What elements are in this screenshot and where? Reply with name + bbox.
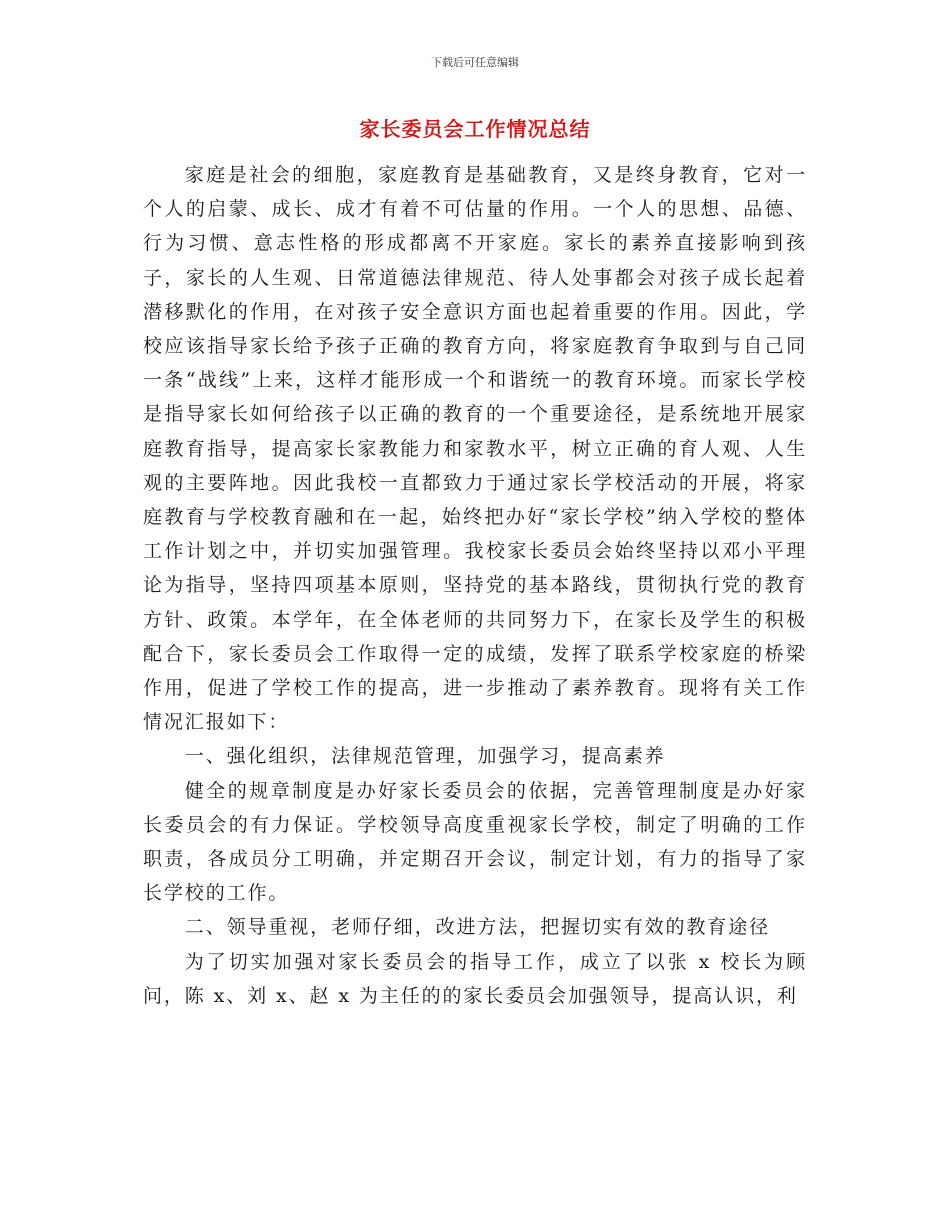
header-note: 下载后可任意编辑 [431,56,519,69]
section-heading-2: 二、领导重视，老师仔细，改进方法，把握切实有效的教育途径 [184,916,770,939]
section-heading-1: 一、强化组织，法律规范管理，加强学习，提高素养 [184,745,666,768]
paragraph-section-1: 健全的规章制度是办好家长委员会的依据，完善管理制度是办好家长委员会的有力保证。学校领导高度重视家长学校，制定了明确的工作职责，各成员分工明确，并定期召开会议，制定计划，有力的指导了家长学校的工作。 [143,779,807,905]
paragraph-intro: 家庭是社会的细胞，家庭教育是基础教育，又是终身教育，它对一个人的启蒙、成长、成才有着不可估量的作用。一个人的思想、品德、行为习惯、意志性格的形成都离不开家庭。家长的素养直接影响到孩子，家长的人生观、日常道德法律规范、待人处事都会对孩子成长起着潜移默化的作用，在对孩子安全意识方面也起着重要的作用。因此，学校应该指导家长给予孩子正确的教育方向，将家庭教育争取到与自己同一条“战线”上来，这样才能形成一个和谐统一的教育环境。而家长学校是指导家长如何给孩子以正确的教育的一个重要途径，是系统地开展家庭教育指导，提高家长家教能力和家教水平，树立正确的育人观、人生观的主要阵地。因此我校一直都致力于通过家长学校活动的开展，将家庭教育与学校教育融和在一起，始终把办好“家长学校”纳入学校的整体工作计划之中，并切实加强管理。我校家长委员会始终坚持以邓小平理论为指导，坚持四项基本原则，坚持党的基本路线，贯彻执行党的教育方针、政策。本学年，在全体老师的共同努力下，在家长及学生的积极配合下，家长委员会工作取得一定的成绩，发挥了联系学校家庭的桥梁作用，促进了学校工作的提高，进一步推动了素养教育。现将有关工作情况汇报如下： [143,164,807,734]
document-title: 家长委员会工作情况总结 [359,117,591,141]
paragraph-section-2: 为了切实加强对家长委员会的指导工作，成立了以张 x 校长为顾问，陈 x、刘 x、赵 x 为主任的的家长委员会加强领导，提高认识，利 [143,950,807,1007]
document-body [143,158,807,1013]
